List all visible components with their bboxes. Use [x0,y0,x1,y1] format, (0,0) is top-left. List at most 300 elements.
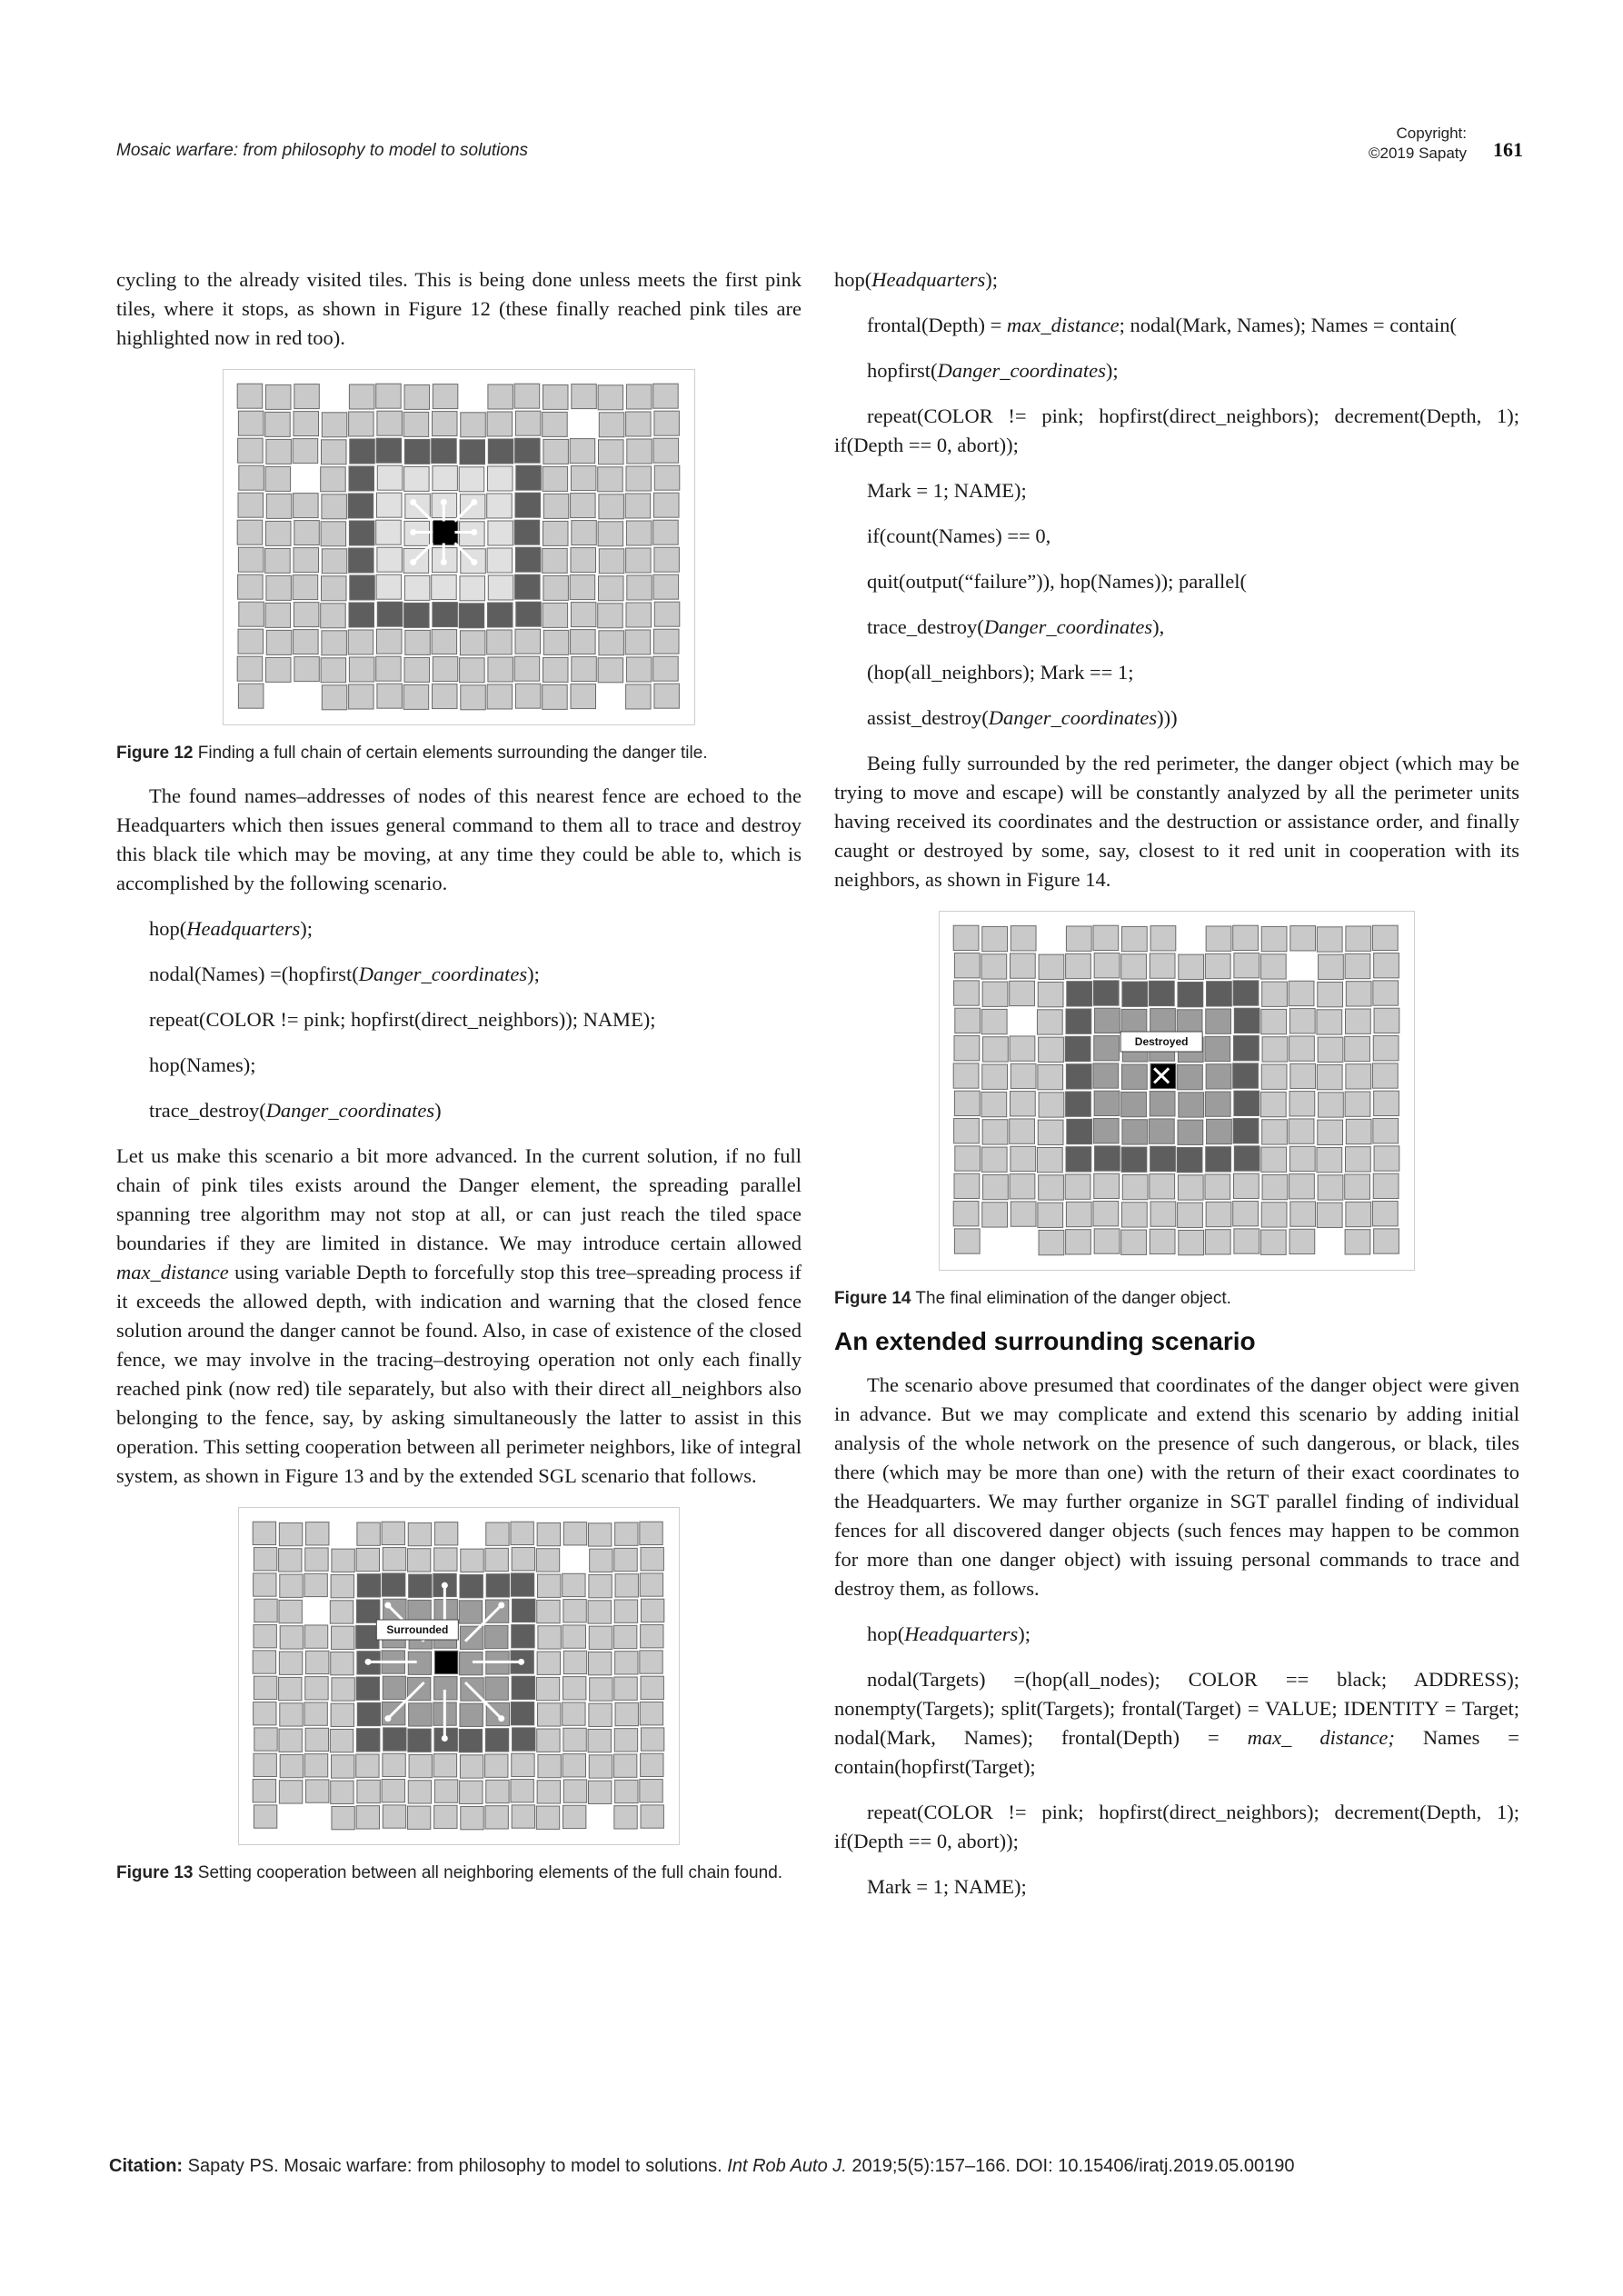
tile [382,1573,404,1596]
tile [571,603,596,627]
tile [615,1702,638,1725]
tile [1205,1230,1230,1254]
tile [1317,927,1342,952]
tile [434,1548,457,1571]
left-column [116,265,802,1902]
tile [404,439,430,464]
tile [1179,1230,1204,1254]
tile [461,685,486,710]
code-line: hop(Headquarters); [149,917,313,940]
tile [538,1754,561,1777]
tile [627,439,652,464]
tile [1373,1173,1399,1198]
tile [571,630,596,654]
tile [306,1780,329,1802]
tile [1177,1147,1202,1172]
tile [433,466,458,491]
tile [356,1754,379,1777]
tile [983,1037,1009,1062]
tile [1122,1203,1148,1227]
tile [513,1728,535,1751]
tile [460,658,484,683]
tile [376,656,402,681]
tile [460,1652,483,1674]
tile [653,384,679,408]
tile [408,1522,431,1545]
tile [433,1754,456,1777]
tile [1093,981,1119,1005]
tile [294,603,319,627]
tile [536,1549,559,1572]
tile [459,604,484,628]
tile [348,630,373,654]
tile [953,1063,979,1088]
tile [253,1651,275,1673]
tile [1345,1092,1370,1116]
tile [1346,1064,1371,1089]
code-line: (hop(all_neighbors); Mark == 1; [867,661,1134,684]
tile [1095,1146,1120,1171]
citation-text: Sapaty PS. Mosaic warfare: from philosophy to model to solutions. [187,2156,722,2176]
figure-label: Figure 14 [834,1289,911,1308]
tile [570,575,595,600]
tile [654,493,680,517]
tile [1179,1093,1204,1117]
tile [1289,1036,1315,1061]
tile [563,1677,586,1700]
tile [1150,1229,1175,1253]
tile [407,1806,430,1829]
tile [641,1805,663,1828]
copyright-line1: Copyright: [1396,125,1467,142]
tile [1261,1009,1287,1033]
tile [1234,953,1260,978]
tile [488,384,513,409]
tile [543,439,569,464]
tile [515,438,541,463]
tile [511,1522,533,1544]
tile [238,574,264,599]
tile [589,1755,612,1778]
tile [279,1677,302,1700]
tile [1289,1174,1315,1199]
figure-12-caption [116,742,802,765]
tile [1121,1147,1147,1172]
tile [304,1573,327,1596]
tile [590,1549,612,1572]
tile [404,384,430,409]
tile [1205,1036,1230,1061]
page-number: 161 [1493,138,1523,161]
danger-tile [433,521,458,545]
tile [433,657,458,682]
tile [599,631,624,655]
tile [280,1626,303,1649]
tile [265,603,291,627]
tile [614,1806,637,1829]
code-line: hop(Headquarters); [867,1622,1031,1645]
tile [349,548,374,573]
tile [1319,1093,1344,1117]
tile [1066,1202,1091,1226]
tile [654,629,680,654]
tile [626,657,652,682]
tile [1150,1202,1176,1226]
tile [1346,982,1371,1006]
tile [279,1522,302,1545]
tile [433,684,458,709]
tile [1374,1008,1399,1033]
code-line: nodal(Targets) =(hop(all_nodes); COLOR == black; ADDRESS); nonempty(Targets); split(Targets); frontal(Target) = VALUE; IDENTITY = Target; nodal(Mark, Names); frontal(Depth) = max_ distance; Names = contain(hopfirst(Target); [834,1668,1520,1778]
figure-label: Figure 13 [116,1863,194,1882]
arrow-head [410,499,416,505]
tile [537,1522,560,1545]
tile [253,1780,275,1802]
tile [641,1625,663,1648]
tile [460,494,485,519]
tile [1260,954,1286,979]
tile [614,1729,637,1752]
arrow-head [365,1659,372,1665]
caption-text: The final elimination of the danger object. [915,1289,1231,1308]
tile [1066,1064,1091,1089]
tile [1011,1092,1036,1116]
tile [266,521,292,545]
figure-13-image [238,1507,680,1845]
tile [254,1753,276,1776]
arrow-head [471,499,477,505]
tile [1178,1175,1203,1200]
tile [614,1677,637,1700]
arrow-head [442,1582,448,1589]
tile [1122,926,1148,951]
tile [238,684,264,708]
tile [571,684,596,709]
section-heading: An extended surrounding scenario [834,1327,1256,1355]
tile [1289,1229,1315,1253]
tile [265,466,291,491]
paragraph: The scenario above presumed that coordinates of the danger object were given in advance. But we may complicate and extend this scenario by adding initial analysis of the whole network on the presence of such dangerous, or black, tiles there (which may be more than one) with the return of their exact coordinates to the Headquarters. We may further organize in SGT parallel finding of individual fences for all discovered danger objects (such fences may happen to be common for more than one danger object) with issuing personal commands to trace and destroy them, as follows. [834,1373,1519,1600]
tile [382,1522,404,1544]
tile [1345,1174,1370,1199]
arrow-head [498,1602,504,1609]
tile [589,1703,612,1726]
paragraph: cycling to the already visited tiles. This is being done unless meets the first pink tiles, where it stops, as shown in Figure 12 (these finally reached pink tiles are highlighted now in red too). [116,268,802,349]
tile [953,925,979,950]
tile [571,494,596,518]
tile [332,1678,354,1701]
tile [543,657,569,682]
tile [1289,981,1314,1005]
tile [543,412,568,436]
tile [237,520,263,544]
tile [954,953,980,978]
tile [613,1625,636,1648]
paragraph: Being fully surrounded by the red perimeter, the danger object (which may be trying to move and escape) will be constantly analyzed by all the perimeter units having received its coordinates and the destruction or assistance order, and finally caught or destroyed by some, say, closest to it red unit in cooperation with its neighbors, as shown in Figure 14. [834,752,1519,891]
tile [1093,925,1119,950]
tile [1317,1203,1342,1227]
tile [409,1703,432,1726]
tile [254,1573,276,1596]
tile [563,1728,586,1751]
tile [486,1574,509,1597]
tile [1011,953,1036,978]
tile [294,494,319,518]
tile [1065,1036,1090,1061]
tile [1150,1009,1176,1033]
tile [254,1599,277,1622]
arrow-head [441,499,447,505]
tile [1149,981,1174,1005]
tile [543,575,569,600]
tile [488,603,513,627]
tile [1206,1064,1231,1089]
tile [349,466,374,491]
tile [1066,1147,1091,1172]
tile [1122,1064,1148,1089]
tile [598,604,623,628]
tile [238,493,264,517]
figure-14-caption [834,1287,1519,1311]
tile [1289,1146,1315,1171]
tile [625,494,651,518]
tile [514,656,540,681]
tile [955,1008,981,1033]
tile [1374,1229,1399,1253]
tile [590,1678,612,1701]
tile [1205,953,1230,978]
tile [641,1676,663,1699]
tile [1121,954,1147,979]
tile [563,1780,586,1802]
tile [1094,1229,1120,1253]
tile [653,438,679,463]
tile [460,576,485,601]
tile [981,954,1007,979]
tile [265,412,291,436]
tile [512,1625,534,1648]
tile [294,630,319,654]
tile [954,1119,980,1143]
tile [572,521,597,545]
tile [253,1522,275,1544]
tile [1178,1064,1203,1089]
tile [238,547,264,572]
tile [265,548,291,573]
tile [383,1753,405,1776]
tile [515,629,541,654]
tile [377,547,403,572]
tile [383,1728,406,1751]
tile [1261,1203,1287,1227]
tile [1150,1146,1176,1171]
tile [349,521,374,545]
tile [434,1522,457,1545]
tile [1010,1119,1035,1143]
tile [1011,1146,1036,1171]
tile [1179,954,1204,979]
tile [1093,1202,1119,1226]
tile [1372,925,1398,950]
tile [330,1601,353,1623]
tile [332,1549,354,1572]
tile [1206,926,1231,951]
tile [1373,1119,1399,1143]
tile [376,520,402,544]
tile [653,520,679,544]
tile [321,467,346,492]
tile [1318,1037,1343,1062]
tile [305,1548,328,1571]
tile [486,1780,509,1802]
tile [1317,1147,1342,1172]
tile [1206,1147,1231,1172]
tile [1345,1230,1370,1254]
tile [1290,926,1316,951]
tile [266,494,292,518]
tile [543,603,568,627]
tile [572,657,597,682]
tile [305,1677,328,1700]
tile [653,574,679,599]
tile [1150,1092,1175,1116]
code-line: assist_destroy(Danger_coordinates))) [867,706,1178,729]
tile [514,384,540,408]
tile [981,1147,1007,1172]
tile [515,547,541,572]
tile [515,493,541,517]
arrow-head [441,559,447,565]
tile [350,439,375,464]
arrow-head [518,1659,524,1665]
tile [377,411,403,435]
arrow-head [471,529,477,535]
tile [1207,1119,1232,1143]
tile [563,1522,586,1545]
tile [1207,982,1232,1006]
tile [1039,1230,1064,1254]
tile [513,1599,535,1622]
tile [614,1548,637,1571]
tile [322,549,347,574]
tile [588,1652,611,1674]
right-column [834,265,1519,1918]
tile [982,1064,1008,1089]
tile [407,1549,430,1572]
tile [1066,1092,1091,1116]
tile [1150,926,1176,951]
tile [1318,1175,1343,1200]
tile [488,466,513,491]
tile [459,467,484,492]
tile [641,1599,663,1622]
tile [654,684,680,708]
tile [599,576,624,601]
figure-label: Figure 12 [116,744,194,763]
tile [238,438,264,463]
tile [654,411,680,435]
tile [1010,981,1035,1005]
tile [1093,1119,1119,1143]
tile [280,1574,303,1597]
tile [1233,925,1259,950]
tile [1346,1202,1371,1226]
tile [599,494,624,519]
tile [1233,1063,1259,1088]
citation-journal: Int Rob Auto J. [727,2156,847,2176]
tile [357,1522,380,1545]
tile [598,522,623,546]
tile [953,1202,979,1226]
tile [488,521,513,545]
tile [571,548,596,573]
tile [1372,1202,1398,1226]
tile [640,1702,662,1725]
tile [1177,1010,1202,1034]
tile [1037,1010,1062,1034]
citation-rest: 2019;5(5):157‒166. DOI: 10.15406/iratj.2019.05.00190 [851,2156,1295,2176]
tile [1067,982,1092,1006]
tile [305,1728,328,1751]
tile [512,1676,534,1699]
tile [485,1754,508,1777]
citation [109,2156,1294,2177]
tile [1011,1202,1036,1226]
tile [487,494,513,518]
tile [1178,982,1203,1006]
tile [1039,1037,1064,1062]
tile [322,685,347,710]
tile [488,657,513,682]
tile [538,1574,561,1597]
tile [266,630,292,654]
citation-label: Citation: [109,2156,184,2176]
tile [383,1548,405,1571]
tile [321,658,346,683]
code-line: hop(Headquarters); [834,268,998,291]
tile [306,1651,329,1673]
tile [460,1574,483,1597]
tile [1345,953,1370,978]
tile [357,1780,380,1802]
tile [640,1522,662,1544]
tile [238,629,264,654]
code-line: Mark = 1; NAME); [867,479,1027,502]
tile [1260,1092,1286,1116]
tile [332,1806,354,1829]
tile [1372,1063,1398,1088]
tile [626,384,652,409]
tile [279,1781,302,1803]
tile [404,603,430,627]
tile [1289,1009,1315,1033]
tile [1150,1174,1175,1199]
tile [982,926,1008,951]
tile [641,1728,663,1751]
tile [1121,1230,1147,1254]
tile [625,630,651,654]
code-line: repeat(COLOR != pink; hopfirst(direct_neighbors); decrement(Depth, 1); if(Depth == 0, abort)); [834,404,1519,456]
tile [1261,1147,1287,1172]
tile [654,465,680,490]
tile [1038,982,1063,1006]
tile [487,412,513,436]
tile [1233,1202,1259,1226]
figure-13-caption [116,1862,802,1885]
tile [356,1806,379,1829]
tile [461,413,486,437]
tile [460,631,485,655]
